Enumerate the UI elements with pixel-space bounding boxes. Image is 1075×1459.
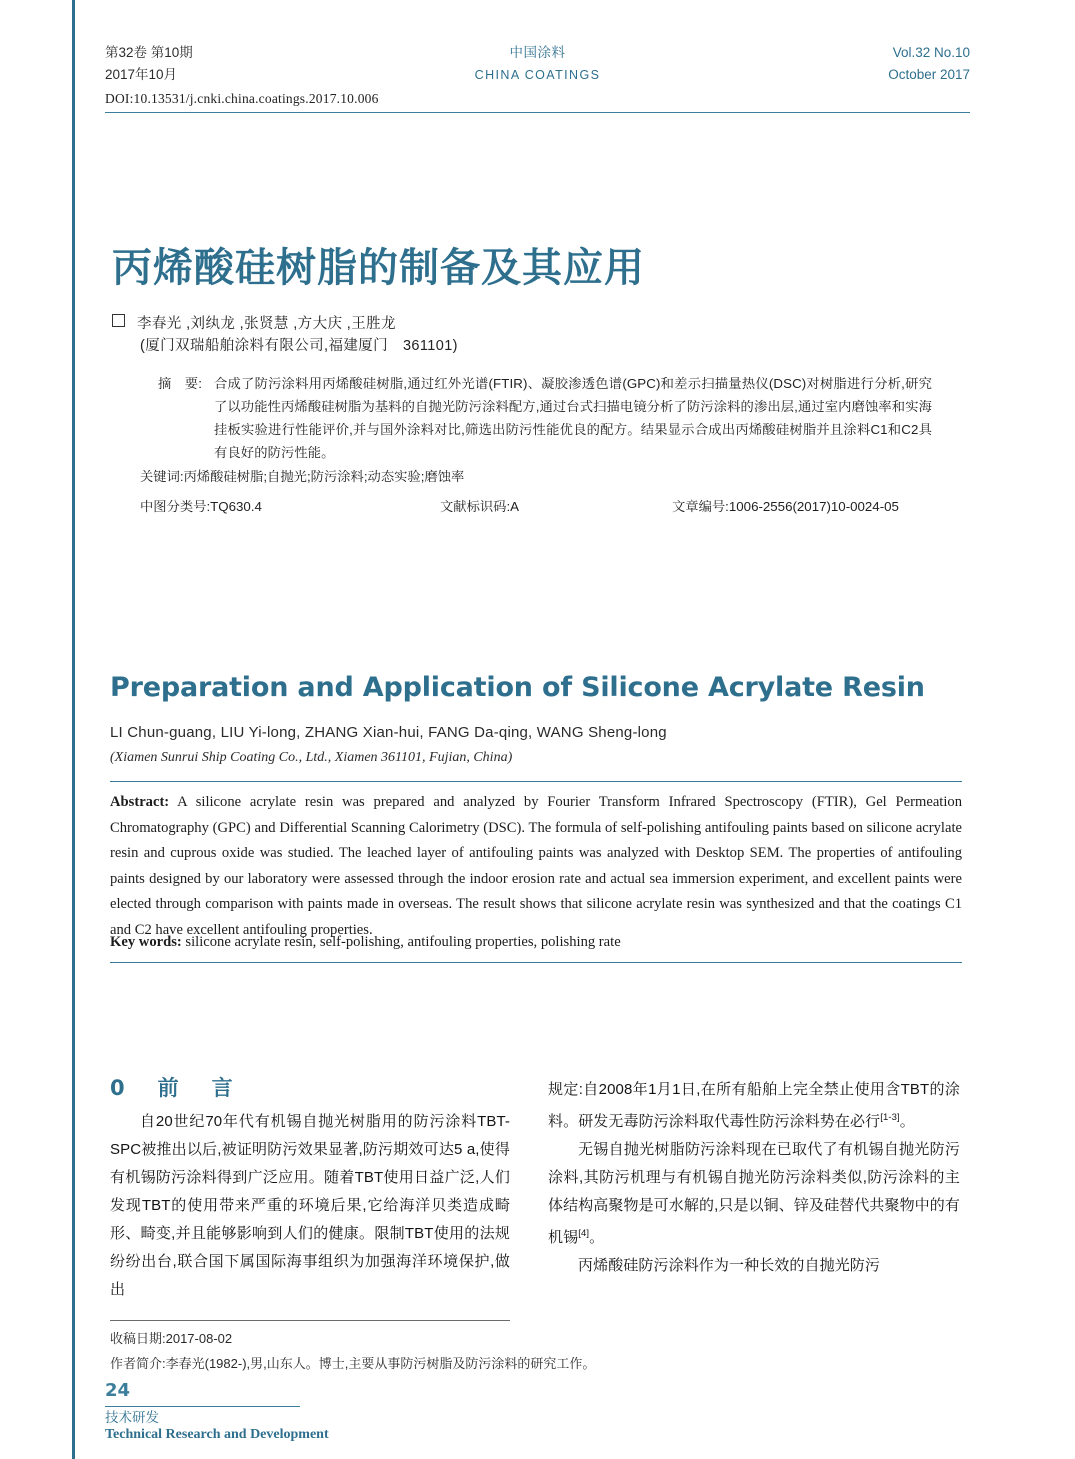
section-heading: 0 前 言 bbox=[110, 1076, 239, 1100]
authors-cn bbox=[112, 312, 396, 333]
abstract-en-text: A silicone acrylate resin was prepared and analyzed by Fourier Transform Infrared Spectroscopy (FTIR), Gel Permeation Chromatography (GPC) and Differential Scanning Calorimetry (DSC). The formula of self-polishing antifouling paints based on silicone acrylate resin and cuprous oxide was studied. The leached layer of antifouling paints was analyzed with Desktop SEM. The properties of antifouling paints designed by our laboratory were assessed through the indoor erosion rate and actual sea immersion experiment, and excellent paints were elected through comparison with paints made in overseas. The result shows that silicone acrylate resin was synthesized and that the coatings C1 and C2 have excellent antifouling properties. bbox=[110, 794, 963, 938]
paragraph-text: 规定:自2008年1月1日,在所有船舶上完全禁止使用含TBT的涂料。研发无毒防污涂料取代毒性防污涂料势在必行 bbox=[548, 1081, 960, 1130]
abstract-cn-label: 摘 要: bbox=[158, 376, 202, 391]
affiliation-en: (Xiamen Sunrui Ship Coating Co., Ltd., Xiamen 361101, Fujian, China) bbox=[110, 750, 513, 765]
body-column-right bbox=[548, 1076, 960, 1280]
english-divider-top bbox=[110, 781, 962, 782]
footnote-divider bbox=[110, 1320, 510, 1321]
clc-number: 中图分类号:TQ630.4 bbox=[140, 499, 262, 514]
volume-en-line1: Vol.32 No.10 bbox=[892, 45, 970, 60]
paragraph-tail: 。 bbox=[899, 1113, 915, 1130]
footer-section-en: Technical Research and Development bbox=[105, 1427, 329, 1442]
footnote-received-date: 收稿日期:2017-08-02 bbox=[110, 1331, 233, 1346]
reference-marker: [4] bbox=[578, 1228, 590, 1239]
journal-title-cn: 中国涂料 bbox=[509, 45, 566, 60]
keywords-en-text: silicone acrylate resin, self-polishing, antifouling properties, polishing rate bbox=[185, 934, 621, 950]
body-column-left bbox=[110, 1108, 510, 1304]
running-head bbox=[105, 42, 970, 88]
volume-cn-line2: 2017年10月 bbox=[105, 67, 178, 82]
running-head-center bbox=[105, 42, 970, 86]
page-number: 24 bbox=[105, 1380, 131, 1401]
authors-en: LI Chun-guang, LIU Yi-long, ZHANG Xian-hui, FANG Da-qing, WANG Sheng-long bbox=[110, 724, 667, 741]
document-code: 文献标识码:A bbox=[440, 499, 520, 514]
paragraph bbox=[548, 1136, 960, 1252]
footer-section-cn: 技术研发 bbox=[105, 1410, 159, 1425]
paragraph bbox=[548, 1076, 960, 1136]
abstract-en bbox=[110, 790, 962, 943]
abstract-cn bbox=[158, 372, 948, 464]
square-bullet-icon bbox=[112, 314, 125, 327]
paragraph: 自20世纪70年代有机锡自抛光树脂用的防污涂料TBT-SPC被推出以后,被证明防污效果显著,防污期效可达5 a,使得有机锡防污涂料得到广泛应用。随着TBT使用日益广泛,人们发现TBT的使用带来严重的环境后果,它给海洋贝类造成畸形、畸变,并且能够影响到人们的健康。限制TBT使用的法规纷纷出台,联合国下属国际海事组织为加强海洋环境保护,做出 bbox=[110, 1113, 510, 1298]
paragraph: 丙烯酸硅防污涂料作为一种长效的自抛光防污 bbox=[578, 1257, 881, 1274]
english-divider-bottom bbox=[110, 962, 962, 963]
keywords-en-label: Key words: bbox=[110, 934, 182, 950]
keywords-en bbox=[110, 930, 962, 955]
paragraph-text: 无锡自抛光树脂防污涂料现在已取代了有机锡自抛光防污涂料,其防污机理与有机锡自抛光防污涂料类似,防污涂料的主体结构高聚物是可水解的,只是以铜、锌及硅替代共聚物中的有机锡 bbox=[548, 1141, 960, 1246]
keywords-cn: 关键词:丙烯酸硅树脂;自抛光;防污涂料;动态实验;磨蚀率 bbox=[140, 469, 465, 484]
affiliation-cn: (厦门双瑞船舶涂料有限公司,福建厦门 361101) bbox=[140, 338, 458, 354]
left-vertical-rule bbox=[72, 0, 75, 1459]
footnote-author-bio: 作者简介:李春光(1982-),男,山东人。博士,主要从事防污树脂及防污涂料的研究工作。 bbox=[110, 1356, 596, 1371]
page-title-cn: 丙烯酸硅树脂的制备及其应用 bbox=[112, 245, 645, 291]
volume-en-line2: October 2017 bbox=[888, 67, 970, 82]
article-number: 文章编号:1006-2556(2017)10-0024-05 bbox=[672, 499, 899, 514]
header-divider bbox=[105, 112, 970, 113]
abstract-cn-text: 合成了防污涂料用丙烯酸硅树脂,通过红外光谱(FTIR)、凝胶渗透色谱(GPC)和差示扫描量热仪(DSC)对树脂进行分析,研究了以功能性丙烯酸硅树脂为基料的自抛光防污涂料配方,通过台式扫描电镜分析了防污涂料的渗出层,通过室内磨蚀率和实海挂板实验进行性能评价,并与国外涂料对比,筛选出防污性能优良的配方。结果显示合成出丙烯酸硅树脂并且涂料C1和C2具有良好的防污性能。 bbox=[214, 376, 932, 460]
authors-cn-text: 李春光 ,刘纨龙 ,张贤慧 ,方大庆 ,王胜龙 bbox=[137, 316, 396, 332]
journal-title-en: CHINA COATINGS bbox=[474, 68, 601, 82]
paragraph-tail: 。 bbox=[589, 1229, 605, 1246]
abstract-en-label: Abstract: bbox=[110, 794, 170, 810]
page-title-en: Preparation and Application of Silicone Acrylate Resin bbox=[110, 672, 925, 703]
volume-cn-line1: 第32卷 第10期 bbox=[105, 45, 193, 60]
doi-text: DOI:10.13531/j.cnki.china.coatings.2017.10.006 bbox=[105, 91, 379, 106]
running-head-right bbox=[888, 42, 970, 86]
reference-marker: [1-3] bbox=[880, 1112, 900, 1123]
footnotes bbox=[110, 1326, 810, 1376]
